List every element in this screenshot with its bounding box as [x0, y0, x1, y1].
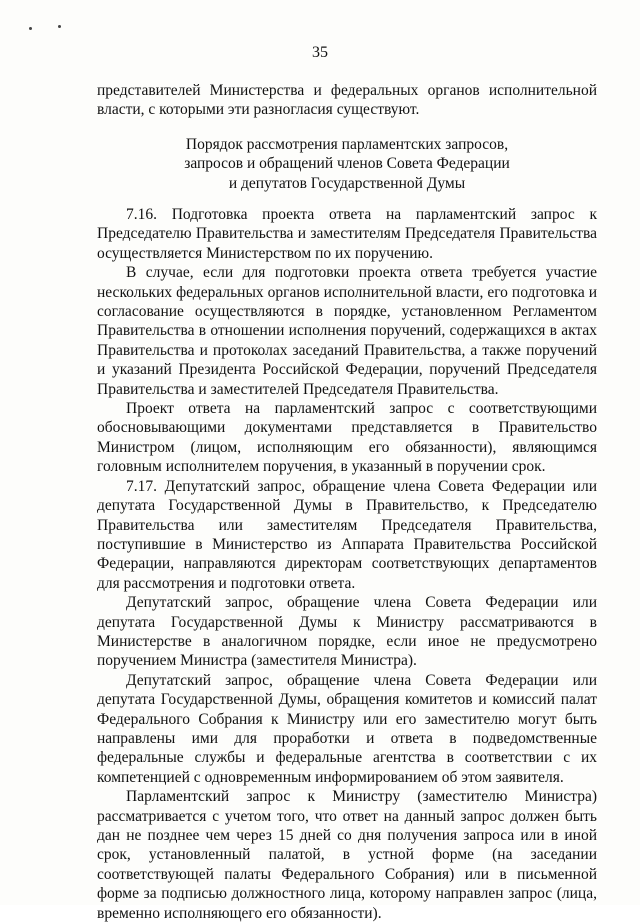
scan-speck — [58, 25, 61, 28]
paragraph: Парламентский запрос к Министру (заместителю Министра) рассматривается с учетом того, что ответ на данный запрос должен быть дан не позднее чем через 15 дней со дня получения запроса или в иной срок, установленный палатой, в устной форме (на заседании соответствующей палаты Федерального Собрания) или в письменной форме за подписью должностного лица, которому направлен запрос (лица, временно исполняющего его обязанности). — [97, 788, 597, 922]
section-heading-line: Порядок рассмотрения парламентских запросов, — [185, 136, 509, 153]
scan-speck — [29, 27, 32, 30]
section-body — [97, 205, 597, 923]
paragraph: В случае, если для подготовки проекта ответа требуется участие нескольких федеральных органов исполнительной власти, его подготовка и согласование осуществляются в порядке, установленном Регламентом Правительства в отношении исполнения поручений, содержащихся в актах Правительства и протоколах заседаний Правительства, а также поручений и указаний Президента Российской Федерации, поручений Председателя Правительства и заместителей Председателя Правительства. — [97, 264, 597, 398]
paragraph: Депутатский запрос, обращение члена Совета Федерации или депутата Государственной Думы, обращения комитетов и комиссий палат Федерального Собрания к Министру или его заместителю могут быть направлены ими для проработки и ответа в подведомственные федеральные службы и федеральные агентства в соответствии с их компетенцией с одновременным информированием об этом заявителя. — [97, 671, 597, 786]
paragraph: Депутатский запрос, обращение члена Совета Федерации или депутата Государственной Думы к Министру рассматриваются в Министерстве в аналогичном порядке, если иное не предусмотрено поручением Министра (заместителя Министра). — [97, 594, 597, 670]
section-heading-line: запросов и обращений членов Совета Федерации — [184, 155, 510, 173]
lead-paragraph — [97, 81, 597, 120]
page-number: 35 — [312, 44, 328, 61]
section-heading-line: и депутатов Государственной Думы — [228, 174, 466, 192]
paragraph-7-16: 7.16. Подготовка проекта ответа на парламентский запрос к Председателю Правительства и заместителям Председателя Правительства осуществляется Министерством по их поручению. — [97, 206, 597, 262]
section-heading — [97, 135, 597, 193]
lead-text: представителей Министерства и федеральных органов исполнительной власти, с которыми эти разногласия существуют. — [97, 82, 597, 119]
paragraph: Проект ответа на парламентский запрос с соответствующими обосновывающими документами представляется в Правительство Министром (лицом, исполняющим его обязанности), являющимся головным исполнителем поручения, в указанный в поручении срок. — [97, 400, 597, 476]
paragraph-7-17: 7.17. Депутатский запрос, обращение члена Совета Федерации или депутата Государственной Думы в Правительство, к Председателю Правительства или заместителям Председателя Правительства, поступившие в Министерство из Аппарата Правительства Российской Федерации, направляются директорам соответствующих департаментов для рассмотрения и подготовки ответа. — [97, 477, 597, 592]
